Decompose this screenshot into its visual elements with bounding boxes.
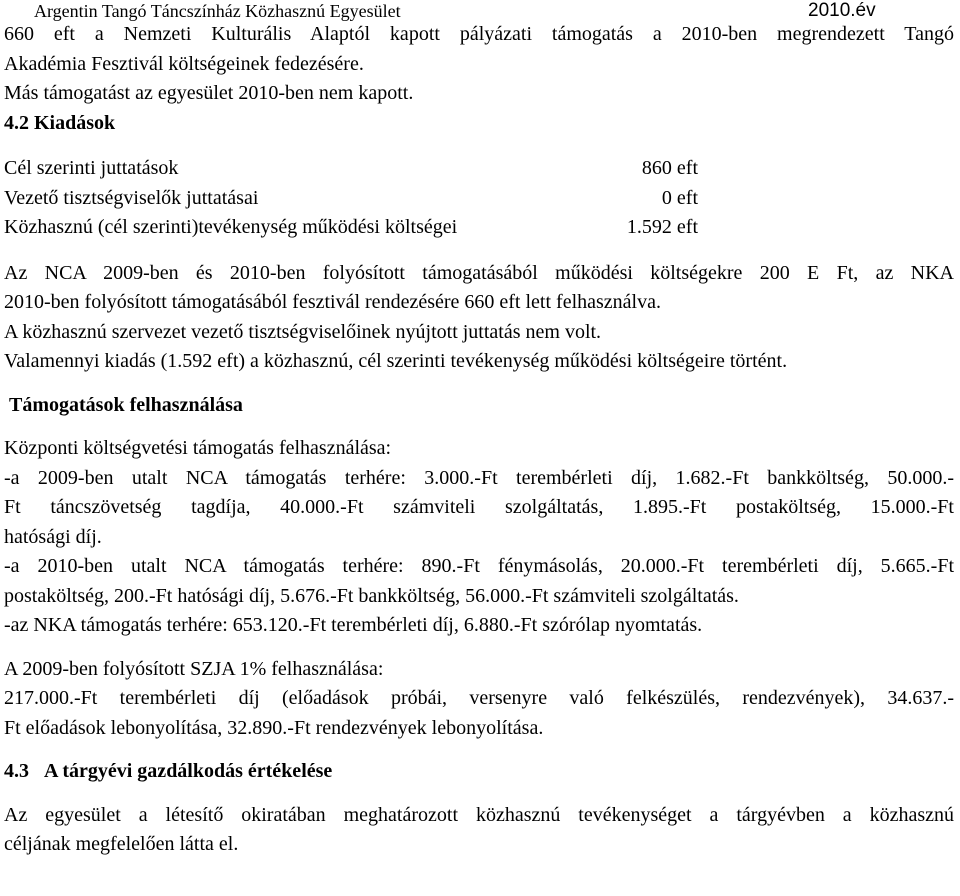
expenses-list [4, 154, 954, 243]
intro-line-2: Akadémia Fesztivál költségeinek fedezésére. [4, 52, 364, 75]
intro-line-3: Más támogatást az egyesület 2010-ben nem kapott. [4, 82, 414, 104]
szja-line-2: Ft előadások lebonyolítása, 32.890.-Ft rendezvények lebonyolítása. [4, 716, 544, 739]
expense-row [4, 184, 954, 214]
para1-line-1: Az NCA 2009-ben és 2010-ben folyósított támogatásából működési költségekre 200 E Ft, az NKA [4, 261, 954, 284]
expense-amount: 1.592 eft [626, 216, 698, 238]
section-4-2-number: 4.2 [4, 111, 29, 134]
central-line-4: -a 2010-ben utalt NCA támogatás terhére: 890.-Ft fénymásolás, 20.000.-Ft terembérleti díj, 5.665.-Ft [4, 555, 954, 577]
expense-label: Cél szerinti juttatások [4, 157, 179, 179]
central-line-2: Ft táncszövetség tagdíja, 40.000.-Ft számviteli szolgáltatás, 1.895.-Ft postaköltség, 15.000.-Ft [4, 496, 954, 518]
conclusion-line-2: céljának megfelelően látta el. [4, 833, 239, 855]
expense-label: Közhasznú (cél szerinti)tevékenység működési költségei [4, 216, 458, 238]
intro-line-1: 660 eft a Nemzeti Kulturális Alaptól kapott pályázati támogatás a 2010-ben megrendezett Tangó [4, 23, 954, 45]
spacer [4, 787, 954, 801]
spacer [4, 377, 954, 391]
section-4-2-title: Kiadások [34, 111, 116, 134]
header-organization: Argentin Tangó Táncszínház Közhasznú Egyesület [34, 1, 401, 21]
document-body [4, 20, 954, 860]
section-4-3-heading [4, 757, 954, 787]
spacer [4, 641, 954, 655]
central-title: Központi költségvetési támogatás felhasználása: [4, 437, 392, 459]
conclusion-line-1: Az egyesület a létesítő okiratában meghatározott közhasznú tevékenységet a tárgyévben a közhasznú [4, 803, 954, 826]
expense-row [4, 154, 954, 184]
section-4-3-title: A tárgyévi gazdálkodás értékelése [44, 760, 333, 782]
spacer [4, 420, 954, 434]
para1-line-4: Valamennyi kiadás (1.592 eft) a közhasznú, cél szerinti tevékenység működési költségeire történt. [4, 350, 788, 372]
central-line-1: -a 2009-ben utalt NCA támogatás terhére: 3.000.-Ft terembérleti díj, 1.682.-Ft bankköltség, 50.000.- [4, 466, 954, 489]
expense-label: Vezető tisztségviselők juttatásai [4, 186, 259, 209]
szja-line-1: 217.000.-Ft terembérleti díj (előadások próbái, versenyre való felkészülés, rendezvények), 34.637.- [4, 687, 954, 709]
spacer [4, 243, 954, 259]
central-line-6: -az NKA támogatás terhére: 653.120.-Ft terembérleti díj, 6.880.-Ft szórólap nyomtatás. [4, 614, 703, 636]
para1-line-3: A közhasznú szervezet vezető tisztségviselőinek nyújtott juttatás nem volt. [4, 320, 602, 343]
central-line-5: postaköltség, 200.-Ft hatósági díj, 5.676.-Ft bankköltség, 56.000.-Ft számviteli szolgáltatás. [4, 584, 739, 607]
szja-title: A 2009-ben folyósított SZJA 1% felhasználása: [4, 657, 384, 680]
section-4-2-heading [4, 109, 954, 139]
para1-line-2: 2010-ben folyósított támogatásából fesztivál rendezésére 660 eft lett felhasználva. [4, 291, 661, 313]
expense-amount: 860 eft [641, 157, 698, 179]
spacer [4, 138, 954, 154]
header-year: 2010.év [808, 0, 876, 21]
central-line-3: hatósági díj. [4, 525, 102, 548]
support-heading: Támogatások felhasználása [9, 393, 243, 416]
expense-row [4, 213, 954, 243]
expense-amount: 0 eft [661, 186, 698, 209]
spacer [4, 743, 954, 757]
section-4-3-number: 4.3 [4, 760, 29, 782]
